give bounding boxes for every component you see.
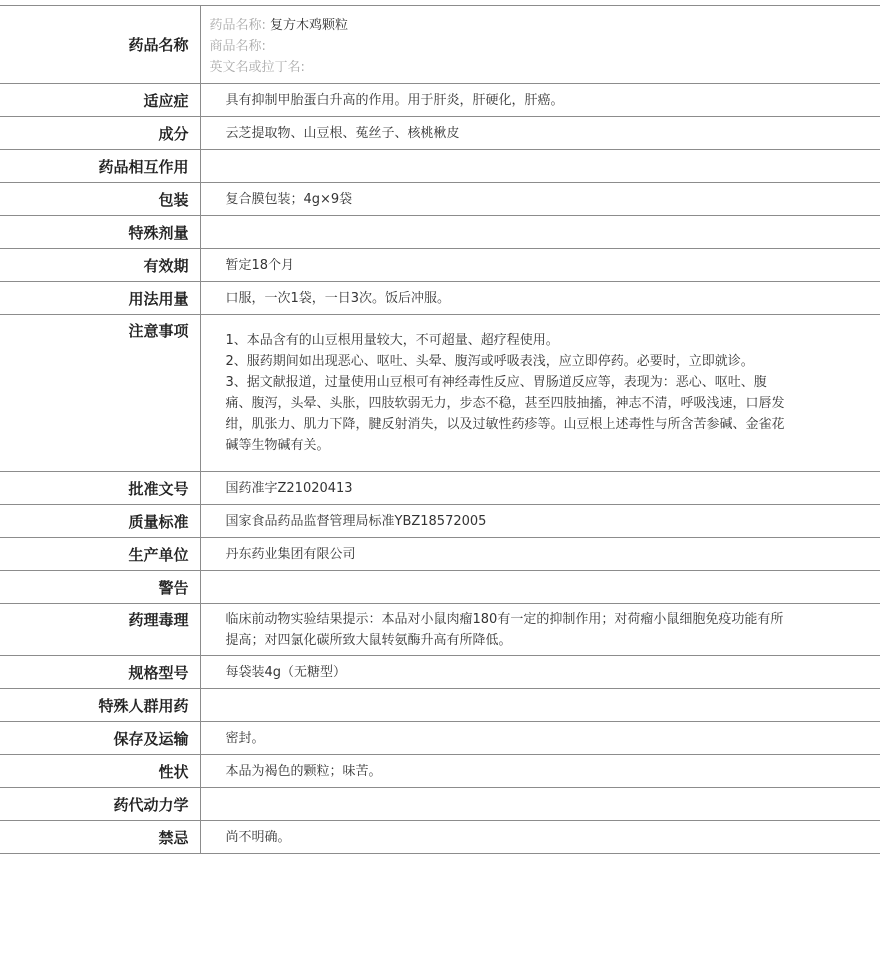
row-specification: [0, 656, 880, 689]
pharmacology-cell: [200, 604, 880, 656]
row-label: 注意事项: [0, 315, 200, 472]
trade-name-line: [210, 36, 791, 57]
row-value: 国家食品药品监督管理局标准YBZ18572005: [200, 505, 880, 538]
row-value: [200, 788, 880, 821]
row-pharmacology: [0, 604, 880, 656]
row-value: 暂定18个月: [200, 249, 880, 282]
row-label: 特殊剂量: [0, 216, 200, 249]
row-label: 药品名称: [0, 6, 200, 84]
row-label: 规格型号: [0, 656, 200, 689]
trade-name-key: 商品名称:: [209, 38, 266, 54]
drug-spec-table: [0, 5, 880, 854]
row-manufacturer: [0, 538, 880, 571]
row-label: 包装: [0, 183, 200, 216]
row-label: 药理毒理: [0, 604, 200, 656]
row-warning: [0, 571, 880, 604]
row-label: 用法用量: [0, 282, 200, 315]
row-value: 密封。: [200, 722, 880, 755]
row-label: 批准文号: [0, 472, 200, 505]
row-label: 药代动力学: [0, 788, 200, 821]
row-value: [200, 689, 880, 722]
precautions-cell: [200, 315, 880, 472]
row-approval-number: [0, 472, 880, 505]
row-label: 警告: [0, 571, 200, 604]
row-label: 保存及运输: [0, 722, 200, 755]
row-label: 性状: [0, 755, 200, 788]
generic-name-line: [210, 15, 791, 36]
row-value: 丹东药业集团有限公司: [200, 538, 880, 571]
row-dosage: [0, 282, 880, 315]
row-special-population: [0, 689, 880, 722]
generic-name-value: 复方木鸡颗粒: [270, 17, 349, 33]
latin-name-key: 英文名或拉丁名:: [209, 59, 305, 75]
row-appearance: [0, 755, 880, 788]
row-label: 有效期: [0, 249, 200, 282]
precaution-paragraph: 3、据文献报道，过量使用山豆根可有神经毒性反应、胃肠道反应等，表现为：恶心、呕吐、腹痛、腹泻，头晕、头胀，四肢软弱无力，步态不稳，甚至四肢抽搐，神志不清，呼吸浅速，口唇发绀，肌张力、肌力下降，腱反射消失，以及过敏性药疹等。山豆根上述毒性与所含苦参碱、金雀花碱等生物碱有关。: [225, 375, 785, 453]
row-shelf-life: [0, 249, 880, 282]
row-label: 成分: [0, 117, 200, 150]
row-value: 尚不明确。: [200, 821, 880, 854]
row-quality-standard: [0, 505, 880, 538]
row-value: 口服，一次1袋，一日3次。饭后冲服。: [200, 282, 880, 315]
row-interactions: [0, 150, 880, 183]
row-indications: [0, 84, 880, 117]
row-label: 药品相互作用: [0, 150, 200, 183]
row-value: 每袋装4g（无糖型）: [200, 656, 880, 689]
row-packaging: [0, 183, 880, 216]
row-contraindications: [0, 821, 880, 854]
row-precautions: [0, 315, 880, 472]
row-value: 云芝提取物、山豆根、菟丝子、核桃楸皮: [200, 117, 880, 150]
row-label: 特殊人群用药: [0, 689, 200, 722]
row-value: [200, 150, 880, 183]
drug-names-cell: [200, 6, 880, 84]
row-value: 国药准字Z21020413: [200, 472, 880, 505]
precaution-paragraph: 1、本品含有的山豆根用量较大，不可超量、超疗程使用。: [225, 333, 559, 348]
row-label: 禁忌: [0, 821, 200, 854]
row-value: 具有抑制甲胎蛋白升高的作用。用于肝炎，肝硬化，肝癌。: [200, 84, 880, 117]
pharmacology-text: 临床前动物实验结果提示：本品对小鼠肉瘤180有一定的抑制作用；对荷瘤小鼠细胞免疫功能有所提高；对四氯化碳所致大鼠转氨酶升高有所降低。: [225, 611, 784, 648]
row-label: 质量标准: [0, 505, 200, 538]
row-value: [200, 216, 880, 249]
row-special-dosage: [0, 216, 880, 249]
row-drug-names: [0, 6, 880, 84]
row-ingredients: [0, 117, 880, 150]
row-value: 复合膜包装；4g×9袋: [200, 183, 880, 216]
row-value: [200, 571, 880, 604]
row-value: 本品为褐色的颗粒；味苦。: [200, 755, 880, 788]
row-label: 生产单位: [0, 538, 200, 571]
row-label: 适应症: [0, 84, 200, 117]
precaution-paragraph: 2、服药期间如出现恶心、呕吐、头晕、腹泻或呼吸表浅，应立即停药。必要时，立即就诊。: [225, 354, 754, 369]
row-pharmacokinetics: [0, 788, 880, 821]
generic-name-key: 药品名称:: [209, 17, 266, 33]
latin-name-line: [210, 57, 791, 78]
row-storage: [0, 722, 880, 755]
